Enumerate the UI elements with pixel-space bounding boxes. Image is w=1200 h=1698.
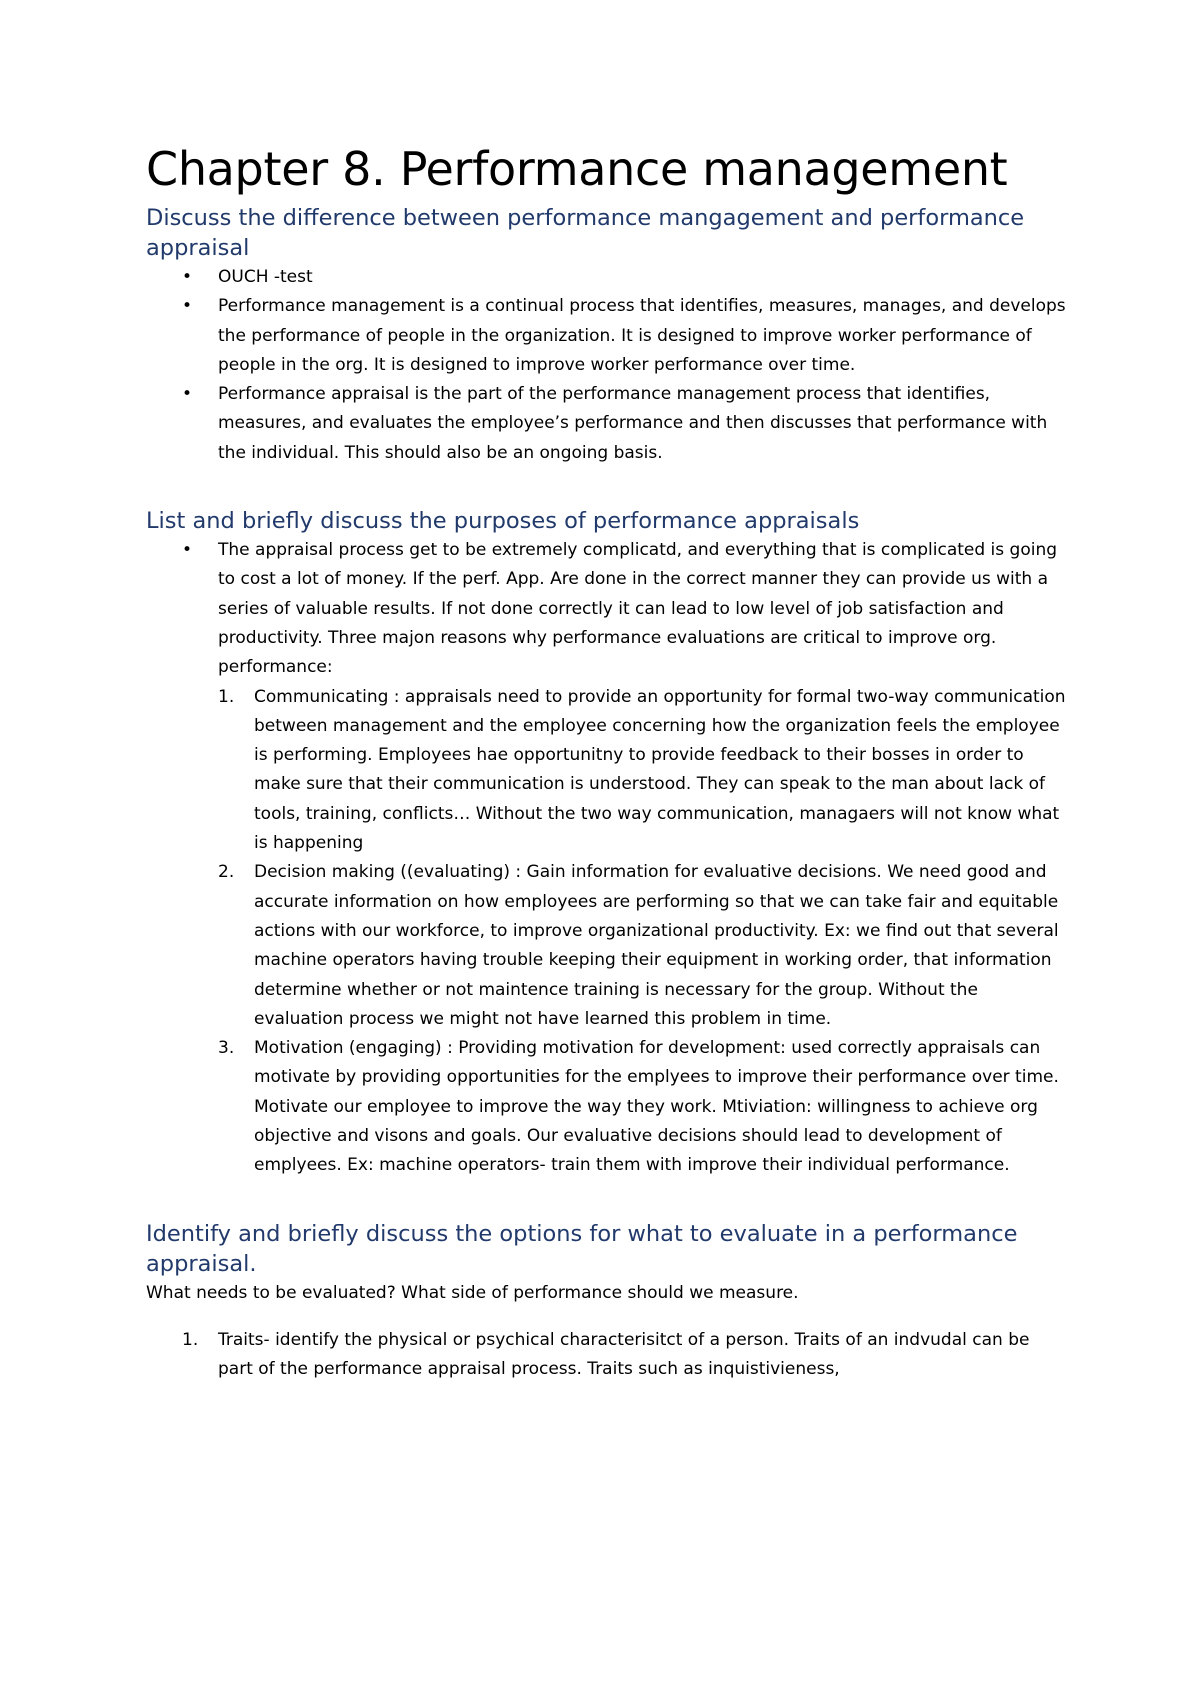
document-page: [146, 140, 1066, 1384]
bullet-item: [146, 536, 1066, 1181]
item-text: Traits- identify the physical or psychical characterisitct of a person. Traits of an indvudal can be part of the performance appraisal process. Traits such as inquistivieness,: [218, 1329, 1030, 1379]
section-heading: Discuss the difference between performance mangagement and performance appraisal: [146, 205, 1025, 261]
item-text: Decision making ((evaluating) : Gain information for evaluative decisions. We need good and accurate information on how employees are performing so that we can take fair and equitable actions with our workforce, to improve organizational productivity. Ex: we find out that several machine operators having trouble keeping their equipment in working order, that information determine whether or not maintence training is necessary for the group. Without the evaluation process we might not have learned this problem in time.: [254, 862, 1059, 1029]
item-number: 1.: [182, 1329, 199, 1350]
bullet-list: [146, 536, 1066, 1181]
section-purposes: [146, 506, 1066, 1181]
item-text: Motivation (engaging) : Providing motivation for development: used correctly appraisals can motivate by providing opportunities for the emplyees to improve their performance over time. Motivate our employee to improve the way they work. Mtiviation: willingness to achieve org objective and visons and goals. Our evaluative decisions should lead to development of emplyees. Ex: machine operators- train them with improve their individual performance.: [254, 1038, 1059, 1176]
item-number: 2.: [218, 862, 235, 883]
spacer: [146, 1308, 1066, 1326]
numbered-item: [218, 1034, 1066, 1180]
section-heading: Identify and briefly discuss the options for what to evaluate in a performance appraisal.: [146, 1220, 1018, 1277]
section-difference: [146, 203, 1066, 468]
bullet-list: [146, 263, 1066, 468]
bullet-text: The appraisal process get to be extremely complicatd, and everything that is complicated is going to cost a lot of money. If the perf. App. Are done in the correct manner they can provide us with a series of valuable results. If not done correctly it can lead to low level of job satisfaction and productivity. Three majon reasons why performance evaluations are critical to improve org. performance:: [218, 540, 1058, 678]
intro-text: What needs to be evaluated? What side of performance should we measure.: [146, 1282, 799, 1303]
numbered-list: [218, 683, 1066, 1181]
item-number: 3.: [218, 1038, 235, 1059]
numbered-item: [146, 1326, 1066, 1385]
page-title: Chapter 8. Performance management: [146, 142, 1008, 196]
bullet-item: • OUCH -test: [146, 263, 1066, 292]
numbered-item: [218, 683, 1066, 859]
section-heading: List and briefly discuss the purposes of performance appraisals: [146, 508, 860, 535]
section-what-to-evaluate: [146, 1219, 1066, 1385]
item-number: 1.: [218, 686, 235, 707]
item-text: Communicating : appraisals need to provide an opportunity for formal two-way communication between management and the employee concerning how the organization feels the employee is performing. Employees hae opportunitny to provide feedback to their bosses in order to make sure that their communication is understood. They can speak to the man about lack of tools, training, conflicts… Without the two way communication, managaers will not know what is happening: [254, 686, 1066, 854]
bullet-item: • Performance appraisal is the part of the performance management process that identifies, measures, and evaluates the employee’s performance and then discusses that performance with the individual. This should also be an ongoing basis.: [146, 380, 1066, 468]
numbered-list: [146, 1326, 1066, 1385]
bullet-item: • Performance management is a continual process that identifies, measures, manages, and develops the performance of people in the organization. It is designed to improve worker performance of people in the org. It is designed to improve worker performance over time.: [146, 292, 1066, 380]
numbered-item: [218, 858, 1066, 1034]
